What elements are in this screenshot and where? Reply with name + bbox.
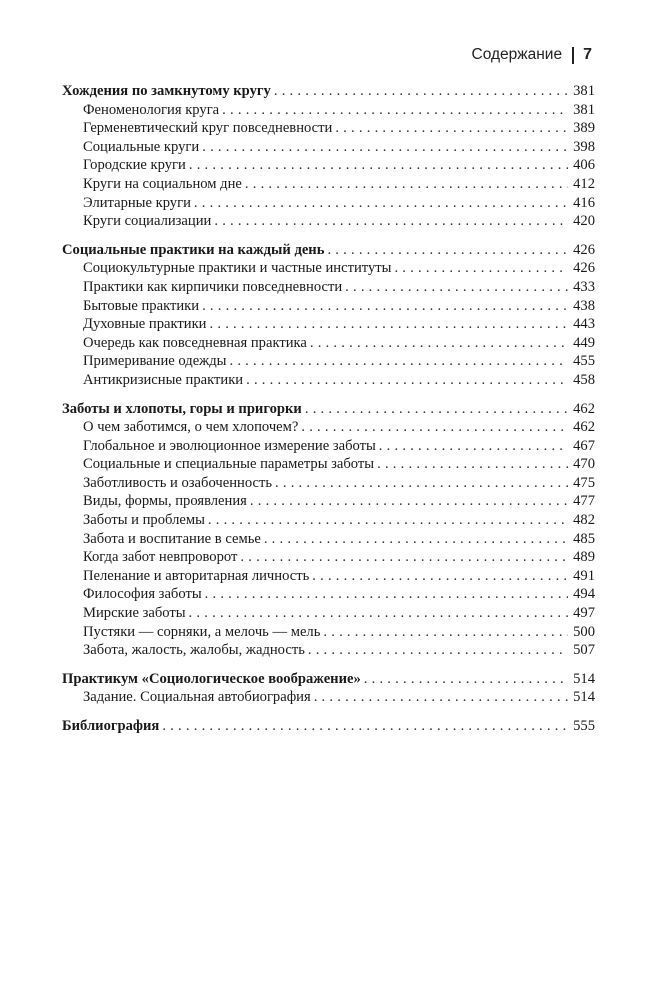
toc-entry-title: Антикризисные практики <box>83 371 244 388</box>
dot-leader <box>189 604 568 623</box>
dot-leader <box>162 717 568 736</box>
dot-leader <box>335 119 568 138</box>
dot-leader <box>377 455 568 474</box>
dot-leader <box>214 212 568 231</box>
toc-section-heading <box>62 400 595 419</box>
dot-leader <box>314 688 568 707</box>
toc-entry-title: Духовные практики <box>83 316 207 333</box>
toc-section <box>62 241 595 390</box>
toc-entry-title: Герменевтический круг повседневности <box>83 120 333 137</box>
toc-section-heading <box>62 670 595 689</box>
toc-entry-title: Пустяки — сорняки, а мелочь — мель <box>83 623 321 640</box>
dot-leader <box>310 334 568 353</box>
dot-leader <box>301 418 568 437</box>
toc-entry-title: Глобальное и эволюционное измерение заботы <box>83 437 376 454</box>
toc-entry-title: Круги на социальном дне <box>83 175 242 192</box>
toc-entry-title: Практики как кирпичики повседневности <box>83 278 343 295</box>
toc-page-number: 514 <box>573 689 595 706</box>
toc-entry <box>62 119 595 138</box>
toc-page-number: 381 <box>573 101 595 118</box>
toc-entry <box>62 474 595 493</box>
toc-entry <box>62 278 595 297</box>
dot-leader <box>308 641 568 660</box>
toc-entry-title: Городские круги <box>83 157 186 174</box>
dot-leader <box>189 156 568 175</box>
dot-leader <box>202 297 568 316</box>
toc-entry <box>62 101 595 120</box>
dot-leader <box>312 567 568 586</box>
toc-section-title: Хождения по замкнутому кругу <box>62 83 271 99</box>
toc-entry-title: Феноменология круга <box>83 101 220 118</box>
toc-entry <box>62 194 595 213</box>
toc-page-number: 514 <box>573 670 595 687</box>
dot-leader <box>364 670 568 689</box>
toc-entry-title: Социокультурные практики и частные институты <box>83 260 392 277</box>
toc-entry <box>62 585 595 604</box>
toc-page-number: 381 <box>573 83 595 99</box>
toc-entry-title: Круги социализации <box>83 213 212 230</box>
dot-leader <box>394 259 568 278</box>
toc-entry-title: Заботливость и озабоченность <box>83 474 272 491</box>
dot-leader <box>245 175 568 194</box>
toc-entry <box>62 259 595 278</box>
toc-entry <box>62 604 595 623</box>
toc-entry-title: Заботы и проблемы <box>83 512 205 529</box>
toc-section-title: Социальные практики на каждый день <box>62 241 325 258</box>
toc-page-number: 458 <box>573 371 595 388</box>
dot-leader <box>327 241 568 260</box>
toc-page-number: 389 <box>573 120 595 137</box>
toc-page-number: 485 <box>573 530 595 547</box>
toc-section-title: Практикум «Социологическое воображение» <box>62 670 361 687</box>
toc-section <box>62 400 595 660</box>
toc-entry-title: Бытовые практики <box>83 297 200 314</box>
toc-section-heading <box>62 717 595 736</box>
dot-leader <box>379 437 568 456</box>
dot-leader <box>323 623 568 642</box>
toc-entry <box>62 371 595 390</box>
dot-leader <box>250 492 568 511</box>
toc-page-number: 555 <box>573 718 595 734</box>
toc-entry <box>62 334 595 353</box>
toc-section-heading <box>62 241 595 260</box>
dot-leader <box>345 278 568 297</box>
toc-page-number: 489 <box>573 549 595 566</box>
toc-entry <box>62 530 595 549</box>
dot-leader <box>305 400 568 419</box>
toc-page-number: 491 <box>573 567 595 584</box>
toc-section-heading <box>62 82 595 101</box>
toc-entry <box>62 567 595 586</box>
toc-entry-title: О чем заботимся, о чем хлопочем? <box>83 419 299 436</box>
running-head <box>472 46 593 64</box>
toc-page-number: 433 <box>573 278 595 295</box>
toc-entry-title: Социальные и специальные параметры заботы <box>83 456 375 473</box>
toc-entry <box>62 175 595 194</box>
toc-page-number: 462 <box>573 400 595 417</box>
toc-entry-title: Философия заботы <box>83 586 202 603</box>
toc-entry <box>62 315 595 334</box>
toc-entry <box>62 623 595 642</box>
dot-leader <box>240 548 568 567</box>
table-of-contents <box>62 82 595 746</box>
toc-entry-title: Забота и воспитание в семье <box>83 530 261 547</box>
toc-page-number: 438 <box>573 297 595 314</box>
dot-leader <box>275 474 568 493</box>
toc-section-title: Библиография <box>62 718 160 734</box>
toc-section <box>62 82 595 231</box>
toc-page-number: 477 <box>573 493 595 510</box>
dot-leader <box>229 352 568 371</box>
toc-page-number: 426 <box>573 260 595 277</box>
toc-page-number: 398 <box>573 138 595 155</box>
toc-entry-title: Социальные круги <box>83 138 200 155</box>
toc-entry-title: Элитарные круги <box>83 194 191 211</box>
dot-leader <box>208 511 568 530</box>
toc-entry <box>62 212 595 231</box>
toc-section <box>62 670 595 707</box>
toc-entry <box>62 641 595 660</box>
toc-page-number: 500 <box>573 623 595 640</box>
toc-page-number: 426 <box>573 241 595 258</box>
toc-entry-title: Пеленание и авторитарная личность <box>83 567 310 584</box>
toc-page-number: 462 <box>573 419 595 436</box>
running-head-title: Содержание <box>471 46 563 63</box>
toc-entry <box>62 492 595 511</box>
toc-entry-title: Забота, жалость, жалобы, жадность <box>83 642 305 659</box>
toc-section <box>62 717 595 736</box>
toc-entry-title: Мирские заботы <box>83 605 186 622</box>
toc-page-number: 475 <box>573 474 595 491</box>
dot-leader <box>264 530 568 549</box>
toc-entry-title: Когда забот невпроворот <box>83 549 238 566</box>
toc-page-number: 507 <box>573 642 595 659</box>
toc-page-number: 470 <box>573 456 595 473</box>
toc-entry-title: Задание. Социальная автобиография <box>83 689 311 706</box>
toc-entry <box>62 352 595 371</box>
toc-entry <box>62 418 595 437</box>
toc-entry <box>62 138 595 157</box>
toc-entry-title: Виды, формы, проявления <box>83 493 247 510</box>
toc-entry-title: Очередь как повседневная практика <box>83 334 307 351</box>
dot-leader <box>210 315 569 334</box>
toc-page-number: 420 <box>573 213 595 230</box>
dot-leader <box>194 194 568 213</box>
toc-entry <box>62 437 595 456</box>
toc-entry <box>62 511 595 530</box>
toc-page-number: 455 <box>573 353 595 370</box>
dot-leader <box>222 101 568 120</box>
toc-page-number: 497 <box>573 605 595 622</box>
toc-page-number: 412 <box>573 175 595 192</box>
dot-leader <box>205 585 568 604</box>
toc-page-number: 406 <box>573 157 595 174</box>
toc-entry <box>62 156 595 175</box>
page-number: 7 <box>583 46 592 63</box>
toc-entry-title: Примеривание одежды <box>83 353 227 370</box>
running-head-divider <box>572 47 574 64</box>
toc-entry <box>62 297 595 316</box>
toc-page-number: 449 <box>573 334 595 351</box>
dot-leader <box>202 138 568 157</box>
toc-page-number: 443 <box>573 316 595 333</box>
toc-entry <box>62 688 595 707</box>
dot-leader <box>246 371 568 390</box>
toc-page-number: 482 <box>573 512 595 529</box>
toc-page-number: 467 <box>573 437 595 454</box>
toc-section-title: Заботы и хлопоты, горы и пригорки <box>62 400 302 417</box>
toc-entry <box>62 548 595 567</box>
toc-page-number: 494 <box>573 586 595 603</box>
dot-leader <box>274 82 568 101</box>
toc-page-number: 416 <box>573 194 595 211</box>
toc-entry <box>62 455 595 474</box>
